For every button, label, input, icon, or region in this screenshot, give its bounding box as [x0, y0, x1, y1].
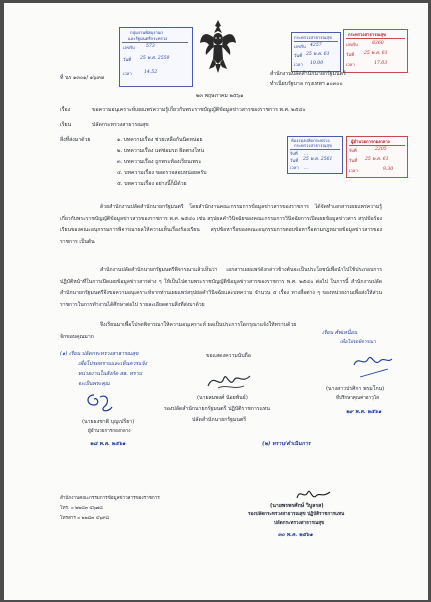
left-sig-date: ๒๘ พ.ค. ๒๕๖๑ [90, 441, 126, 447]
stamp-time-label: เวลา [123, 71, 132, 76]
mid-signer-name: (นายสมพงศ์ น้อยพันธ์) [197, 395, 248, 401]
left-signer-title: ผู้อำนวยการกองกลาง [88, 429, 131, 434]
signature-bottom-icon [294, 486, 334, 504]
stamp-time: 14.52 [144, 70, 158, 75]
stamp-agency: ผู้อำนวยการกองกลาง [351, 139, 390, 144]
closing-thanks: จักขอบคุณมาก [60, 334, 94, 340]
right-sig-date: ๒๙ พ.ค. ๒๕๖๑ [346, 409, 382, 415]
bottom-signer-name: (นายพรพรศักษ์ วิบูลรส) [270, 503, 324, 509]
stamp-recv-no: 8360 [372, 41, 384, 46]
left-signer-name: (นายธงชาติ บุญเปรียา) [82, 419, 135, 425]
enclosure-label: สิ่งที่ส่งมาด้วย [60, 137, 91, 143]
footer-office: สำนักงานคณะกรรมการข้อมูลข่าวสารของราชการ [60, 496, 160, 501]
stamp-recv-label: เลขรับ [346, 42, 358, 47]
stamp-date-label: วันที่ [349, 158, 357, 163]
body-paragraph-1: ด้วยสำนักงานปลัดสำนักนายกรัฐมนตรี โดยสำนักงานคณะกรรมการข้อมูลข่าวสารของราชการ ได้จัดทำเอกสารเผยแพร่ความรู้เกี่ยวกับพระราชบัญญัติข้อมูลข่าวสารของราชการ พ.ศ. ๒๕๔๐ เช่น สรุปผลคำวินิจฉัยของคณะกรรมการวินิจฉัยการเปิดเผยข้อมูลข่าวสาร สรุปข้อร้องเรียนของคณะอนุกรรมการพิจารณาผลให้ความเห็นเรื่องร้องเรียน สรุปข้อหารือของคณะอนุกรรมการตอบข้อหารือตามกฎหมายข้อมูลข่าวสารของราชการ เป็นต้น [60, 204, 382, 245]
document-page [4, 3, 428, 600]
signature-mid-icon [204, 368, 254, 394]
endorsement-line: จะเป็นพระคุณ [78, 381, 110, 387]
mid-signer-title-1: รองปลัดสำนักนายกรัฐมนตรี ปฏิบัติราชการแทน [164, 406, 270, 412]
receipt-stamp-deputy [287, 136, 343, 174]
footer-fax: โทรสาร ๐ ๒๒๘๓ ๔๖๙๘ [60, 516, 110, 521]
stamp-date-label: วันที่ [346, 52, 354, 57]
handwritten-note-right-2: เพื่อโปรดพิจารณา [340, 340, 376, 345]
bottom-signer-title-2: ปลัดกระทรวงสาธารณสุข [274, 521, 325, 526]
stamp-agency: กลุ่มงานพัสดุงานก [130, 30, 163, 35]
office-address: ทำเนียบรัฐบาล กรุงเทพฯ ๑๐๓๐๐ [270, 81, 343, 87]
issuing-office: สำนักงานปลัดสำนักนายกรัฐมนตรี [270, 71, 346, 77]
stamp-agency: กระทรวงสาธารณสุข [348, 32, 386, 37]
instruction-note: (๒) ทราบ/ดำเนินการ [262, 441, 311, 447]
stamp-agency: ห้องรองปลัดกระทรวง [291, 138, 330, 143]
body-paragraph-2: สำนักงานปลัดสำนักนายกรัฐมนตรีพิจารณาแล้วเห็นว่า เอกสารเผยแพร่ดังกล่าวข้างต้นจะเป็นประโยชน์เพื่อนำไปใช้ประกอบการปฏิบัติหน้าที่ในการเปิดเผยข้อมูลข่าวสารต่าง ๆ ให้เป็นไปตามพระราชบัญญัติข้อมูลข่าวสารของราชการ พ.ศ. ๒๕๔๐ ต่อไป ในการนี้ สำนักงานปลัดสำนักนายกรัฐมนตรีจึงขอความอนุเคราะห์จากท่านเผยแพร่สรุปย่อคำวินิจฉัยและบทความ จำนวน ๕ เรื่อง ทางสื่อต่าง ๆ ของหน่วยงานเพื่อส่งให้ส่วนราชการในการทำงานได้ศึกษาต่อไป รายละเอียดตามสิ่งที่ส่งมาด้วย [60, 267, 382, 308]
regards-text: ขอแสดงความนับถือ [206, 353, 251, 359]
signature-left-icon [82, 389, 116, 415]
reference-number: ที่ นร ๑๓๐๑/ ๑๖๙๗ [60, 75, 105, 81]
list-item: ๓. บทความเรื่อง ถูกพระท้องเรียนเพระ [117, 159, 202, 165]
letter-date: ๒๓ พฤษภาคม ๒๕๖๑ [196, 93, 244, 99]
bottom-sig-date: ๓๐ พ.ค. ๒๕๖๑ [278, 532, 313, 538]
salutation-label: เรียน [60, 122, 72, 128]
stamp-time-label: เวลา [346, 62, 355, 67]
stamp-time: 17.03 [374, 61, 388, 66]
stamp-recv-label: เลขรับ [294, 44, 306, 49]
stamp-time: 9.30 [383, 167, 394, 172]
stamp-date: 25 พ.ค. 2559 [140, 56, 170, 61]
stamp-recv-label: เลขรับ [123, 45, 135, 50]
body-paragraph-3: จึงเรียนมาเพื่อโปรดพิจารณาให้ความอนุเคราะห์ ผลเป็นประการใดกรุณาแจ้งให้ทราบด้วย [100, 322, 297, 328]
salutation-text: ปลัดกระทรวงสาธารณสุข [92, 122, 149, 128]
footer-tel: โทร. ๐ ๒๒๘๓ ๔๖๗๘ [60, 506, 103, 511]
endorsement-line: (๑) เรียน ปลัดกระทรวงสาธารณสุข [60, 351, 139, 357]
receipt-stamp-left [119, 27, 193, 87]
stamp-date: 25 พ.ค. 2561 [303, 157, 333, 162]
stamp-recv-no: 573 [146, 44, 155, 49]
bottom-signer-title-1: รองปลัดกระทรวงสาธารณสุข ปฏิบัติราชการแทน [248, 512, 345, 517]
stamp-recv-no: ... [304, 151, 308, 156]
stamp-time-label: เวลา [290, 165, 299, 170]
handwritten-note-right: เรียน ศ์ฟเหนื่อน [322, 330, 358, 336]
stamp-date-label: วันที่ [294, 53, 302, 58]
endorsement-line: หน่วยงานในสังกัด สธ. ทราบ [78, 371, 142, 377]
stamp-recv-no: 2205 [375, 147, 387, 152]
receipt-stamp-middle [291, 32, 341, 72]
stamp-time-label: เวลา [349, 168, 358, 173]
right-signer-title: ที่ปรึกษาคุณค่าอาวุโส [336, 396, 379, 401]
list-item: ๕. บทความเรื่อง อย่างนี้ก็มีด้วย [117, 181, 187, 187]
garuda-emblem-icon [199, 17, 237, 75]
mid-signer-title-2: ปลัดสำนักนายกรัฐมนตรี [192, 417, 247, 423]
list-item: ๑. บทความเรื่อง ช่วยเหลือกันนิดหน่อย [117, 137, 203, 143]
subject-text: ขอความอนุเคราะห์เผยแพร่ความรู้เกี่ยวกับพระราชบัญญัติข้อมูลข่าวสารของราชการ พ.ศ. ๒๕๔๐ [92, 107, 306, 113]
stamp-division: และรัฐมนตรีกระทรวง [128, 36, 168, 41]
stamp-date-label: วันที่ [123, 57, 131, 62]
stamp-time: ... [304, 165, 308, 170]
stamp-time-label: เวลา [294, 62, 303, 67]
endorsement-line: เพื่อโปรดทราบและเห็นควรแจ้ง [78, 361, 148, 367]
receipt-stamp-red-top [343, 29, 408, 73]
stamp-time: 10.00 [310, 61, 324, 66]
list-item: ๒. บทความเรื่อง แต่ช่อมรถ ผิดตรงไหน [117, 148, 205, 154]
subject-label: เรื่อง [60, 107, 71, 113]
right-signer-name: (นางสาวปรศิกา พรมโกน) [326, 386, 385, 392]
stamp-recv-no: 4257 [310, 43, 322, 48]
stamp-recv-label: รับที่ [349, 148, 357, 153]
stamp-recv-label: รับที่ [290, 151, 298, 156]
stamp-agency: กระทรวงสาธารณสุข [294, 35, 332, 40]
stamp-date: 25 พ.ค. 61 [306, 52, 330, 57]
stamp-date-label: วันที่ [290, 158, 298, 163]
signature-right-icon [350, 353, 394, 383]
list-item: ๔. บทความเรื่อง ขอดรวจสอบหน่อยครับ [117, 170, 207, 176]
stamp-date: 25 พ.ค. 61 [365, 157, 389, 162]
stamp-agency-2: กระทรวงสาธารณสุข [294, 143, 332, 148]
receipt-stamp-red-small [346, 136, 408, 178]
stamp-date: 25 พ.ค. 61 [364, 51, 388, 56]
